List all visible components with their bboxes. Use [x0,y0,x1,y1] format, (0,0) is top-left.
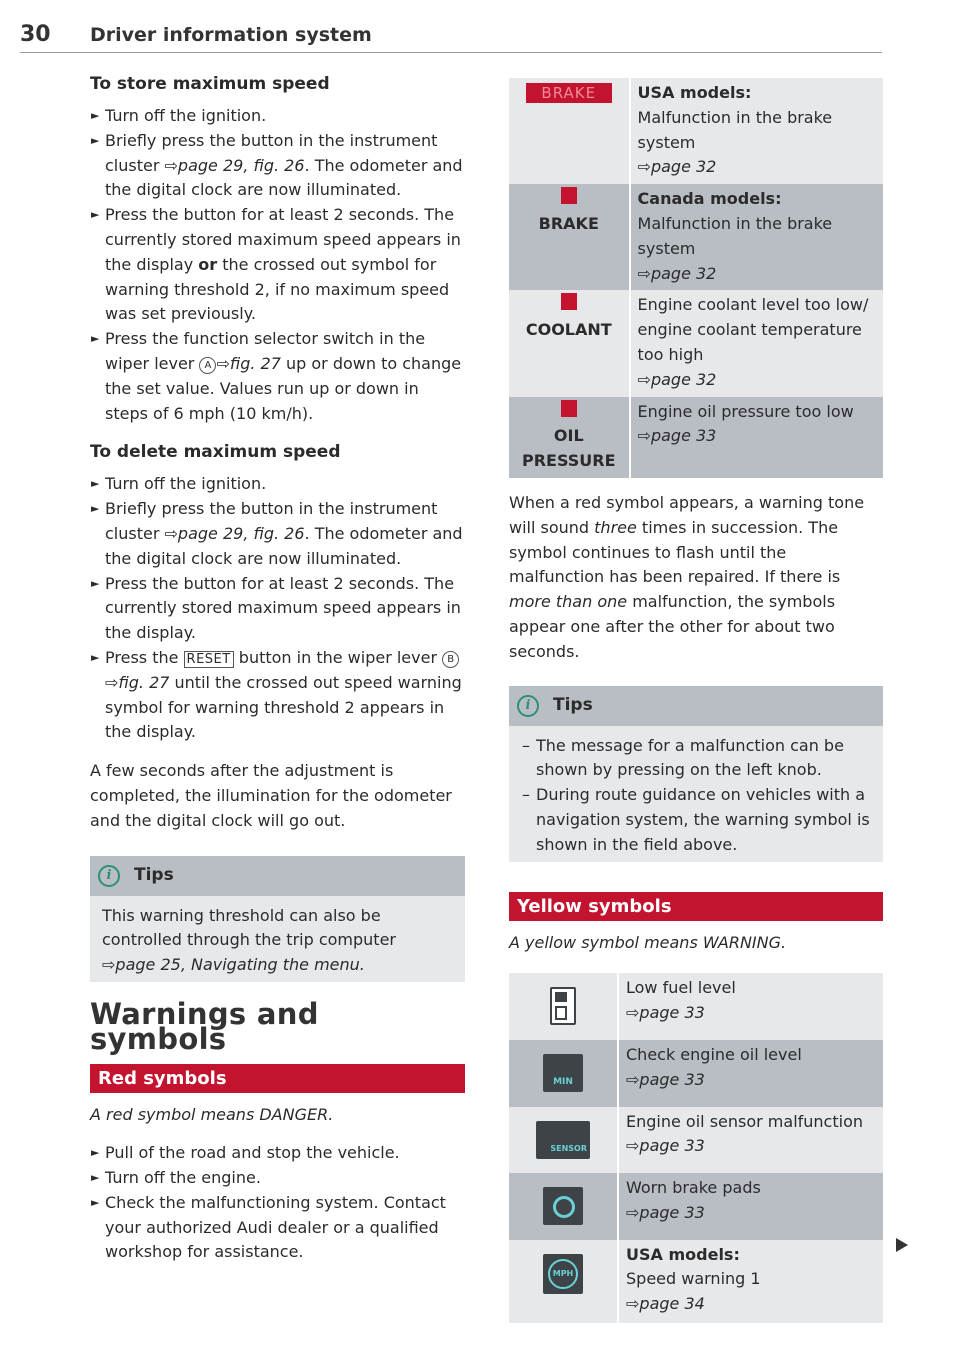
yellow-symbol-table [509,973,883,1323]
fuel-pump-icon [550,987,576,1025]
page-ref-arrow-icon: ⇨ [637,263,651,283]
step-arrow-icon: ► [91,1171,100,1185]
oil-can-sensor-icon: SENSOR [536,1121,590,1159]
page-ref-arrow-icon: ⇨ [626,1202,640,1222]
page-ref-link[interactable]: page 33 [639,1202,705,1222]
page-ref-link[interactable]: page 25, Navigating the menu. [115,955,365,975]
table-row: Worn brake pads ⇨page 33 [509,1173,883,1240]
coolant-thermometer-icon [561,293,577,310]
step: ► Briefly press the button in the instrument cluster ⇨page 29, fig. 26. The odometer and the digital clock are now illuminated. [91,499,463,568]
section-title: Warnings and symbols [90,996,319,1056]
step-arrow-icon: ► [91,109,100,122]
oil-pressure-icon [561,400,577,417]
tips-box [90,856,465,982]
step: ► Check the malfunctioning system. Contact your authorized Audi dealer or a qualified workshop for assistance. [91,1192,446,1262]
delete-speed-steps [90,472,465,745]
table-row: MIN Check engine oil level ⇨page 33 [509,1040,883,1107]
step: ► Turn off the ignition. [90,472,465,497]
step: ► Briefly press the button in the instrument cluster ⇨page 29, fig. 26. The odometer and the digital clock are now illuminated. [91,130,463,200]
step: ► Turn off the ignition. [90,104,465,129]
fig-ref-link[interactable]: fig. 27 [229,353,281,373]
left-column [90,72,465,1265]
tips-body [509,726,883,862]
reset-key-label: RESET [184,651,234,668]
page-ref-arrow-icon: ⇨ [626,1069,640,1089]
fig-ref-link[interactable]: fig. 27 [118,672,170,692]
table-row: BRAKE USA models: Malfunction in the brake system ⇨page 32 [509,78,883,184]
page-ref-arrow-icon: ⇨ [105,672,119,692]
continue-arrow-icon [896,1238,908,1252]
store-speed-heading: To store maximum speed [90,74,330,94]
list-item: – The message for a malfunction can be shown by pressing on the left knob. [522,735,844,780]
page-ref-arrow-icon: ⇨ [164,155,178,175]
header-rule [20,52,882,53]
callout-a-icon: A [199,357,216,374]
step-arrow-icon: ► [91,332,100,346]
page-header-title: Driver information system [90,24,372,46]
step-arrow-icon: ► [91,502,100,516]
info-icon: i [98,865,120,887]
brake-pad-icon [543,1187,583,1225]
page-ref-link[interactable]: page 29, fig. 26 [177,523,305,543]
tips-body: This warning threshold can also be controlled through the trip computer ⇨page 25, Navigating the menu. [102,905,396,975]
step: ► Press the button for at least 2 seconds. The currently stored maximum speed appears in the display. [91,573,461,643]
right-column [509,78,883,1323]
page-ref-link[interactable]: page 33 [650,426,717,446]
list-item: – During route guidance on vehicles with a navigation system, the warning symbol is shown in the field above. [522,785,870,854]
red-symbol-paragraph: When a red symbol appears, a warning tone will sound three times in succession. The symbol continues to flash until the malfunction has been repaired. If there is more than one malfunction, the symbols appear one after the other for about two seconds. [509,492,865,661]
red-intro: A red symbol means DANGER. [90,1104,334,1124]
info-icon: i [517,695,539,717]
step-arrow-icon: ► [91,1195,100,1209]
page-ref-arrow-icon: ⇨ [102,955,116,975]
page-ref-arrow-icon: ⇨ [626,1136,640,1156]
step: ► Turn off the engine. [90,1166,465,1191]
table-row: SENSOR Engine oil sensor malfunction ⇨page 33 [509,1107,883,1174]
page-number: 30 [20,22,51,47]
step: ► Press the RESET button in the wiper lever B⇨fig. 27 until the crossed out speed warning symbol for warning threshold 2 appears in the display. [91,647,462,742]
delete-speed-heading: To delete maximum speed [90,442,341,463]
step-arrow-icon: ► [91,208,100,222]
store-speed-steps [90,104,465,426]
red-symbol-table [509,78,883,478]
page-ref-arrow-icon: ⇨ [637,157,651,177]
step-arrow-icon: ► [91,477,100,491]
illumination-paragraph: A few seconds after the adjustment is completed, the illumination for the odometer and the digital clock will go out. [90,761,452,830]
page-ref-arrow-icon: ⇨ [216,353,230,373]
step-arrow-icon: ► [91,133,100,147]
page-ref-link[interactable]: page 33 [639,1003,705,1023]
page-ref-link[interactable]: page 34 [639,1294,705,1314]
page-ref-link[interactable]: page 32 [650,157,717,177]
yellow-intro: A yellow symbol means WARNING. [509,932,787,952]
brake-circle-icon [561,187,577,204]
step-arrow-icon: ► [91,576,100,590]
step-arrow-icon: ► [91,1146,100,1160]
table-row: BRAKE Canada models: Malfunction in the brake system ⇨page 32 [509,184,883,290]
page-ref-arrow-icon: ⇨ [626,1003,640,1023]
page-ref-arrow-icon: ⇨ [626,1294,640,1314]
red-symbols-bar: Red symbols [90,1064,465,1093]
callout-b-icon: B [442,651,459,668]
oil-can-min-icon: MIN [543,1054,583,1092]
table-row: OIL PRESSURE Engine oil pressure too low ⇨page 33 [509,397,883,478]
yellow-symbols-bar: Yellow symbols [509,892,883,921]
tips-header: i Tips [509,686,883,726]
step: ► Press the function selector switch in the wiper lever A ⇨fig. 27 up or down to change the set value. Values run up or down in steps of 6 mph (10 km/h). [91,329,462,423]
page-ref-link[interactable]: page 33 [639,1069,705,1089]
table-row: MPH USA models: Speed warning 1 ⇨page 34 [509,1240,883,1323]
tips-header: i Tips [90,856,465,896]
page-ref-link[interactable]: page 29, fig. 26 [177,155,305,175]
page-ref-arrow-icon: ⇨ [637,369,651,389]
page-ref-link[interactable]: page 32 [650,263,717,283]
red-steps [90,1141,465,1265]
mph-speed-icon: MPH [543,1254,583,1294]
page-ref-arrow-icon: ⇨ [637,426,651,446]
table-row: Low fuel level ⇨page 33 [509,973,883,1040]
brake-warning-icon: BRAKE [526,83,612,103]
step: ► Pull of the road and stop the vehicle. [90,1141,465,1166]
tips-box [509,686,883,862]
step-arrow-icon: ► [91,650,100,664]
table-row: COOLANT Engine coolant level too low/ engine coolant temperature too high ⇨page 32 [509,290,883,396]
page-ref-link[interactable]: page 32 [650,369,717,389]
step: ► Press the button for at least 2 seconds. The currently stored maximum speed appears in the display or the crossed out symbol for warning threshold 2, if no maximum speed was set previously. [91,205,461,324]
page-ref-link[interactable]: page 33 [639,1136,705,1156]
page-ref-arrow-icon: ⇨ [164,523,178,543]
